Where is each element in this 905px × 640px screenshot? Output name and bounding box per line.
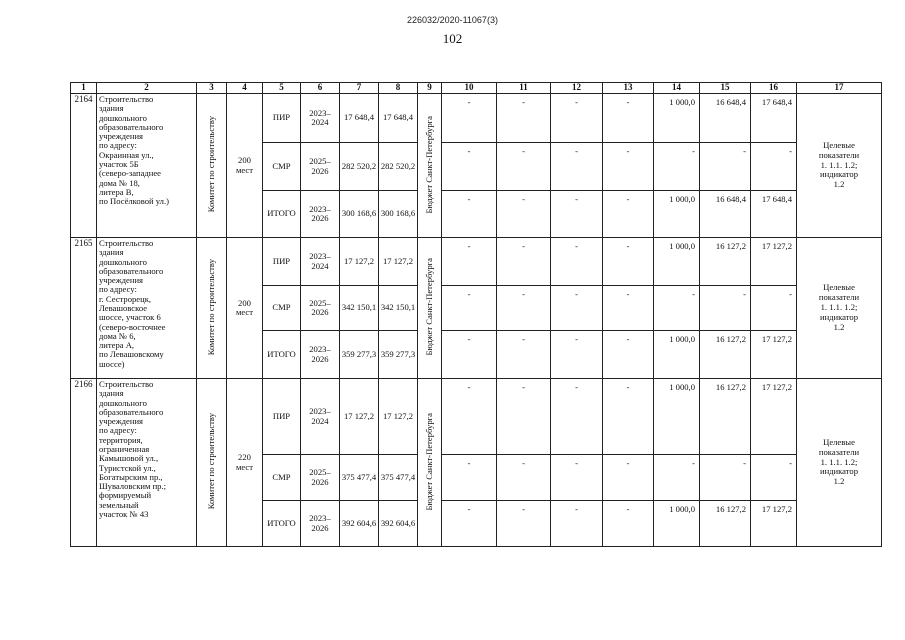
year-value-c10: - bbox=[442, 286, 497, 331]
year-value-c15: - bbox=[700, 143, 751, 191]
stage-period: 2023– 2024 bbox=[301, 94, 340, 143]
capacity: 200 мест bbox=[227, 94, 263, 238]
year-value-c13: - bbox=[603, 331, 654, 379]
budget-cost: 282 520,2 bbox=[379, 143, 418, 191]
year-value-c14: 1 000,0 bbox=[654, 238, 700, 286]
year-value-c13: - bbox=[603, 191, 654, 238]
object-name: Строительство здания дошкольного образовательного учреждения по адресу: территория, ограниченная Камышовой ул., Туристской ул., Богатырским пр., Шуваловским пр.; формируемый земельный участок № 43 bbox=[97, 379, 197, 547]
total-cost: 342 150,1 bbox=[340, 286, 379, 331]
year-value-c11: - bbox=[497, 94, 551, 143]
object-name: Строительство здания дошкольного образовательного учреждения по адресу: г. Сестрорецк, Левашовское шоссе, участок 6 (северо-восточнее дома № 6, литера А, по Левашовскому шоссе) bbox=[97, 238, 197, 379]
year-value-c10: - bbox=[442, 501, 497, 547]
col-number-17: 17 bbox=[797, 83, 882, 94]
year-value-c14: - bbox=[654, 143, 700, 191]
stage-type: ИТОГО bbox=[263, 331, 301, 379]
stage-type: ПИР bbox=[263, 238, 301, 286]
budget-cost: 392 604,6 bbox=[379, 501, 418, 547]
total-cost: 17 127,2 bbox=[340, 379, 379, 455]
year-value-c16: 17 127,2 bbox=[751, 331, 797, 379]
stage-period: 2025– 2026 bbox=[301, 286, 340, 331]
year-value-c15: 16 127,2 bbox=[700, 238, 751, 286]
table-row bbox=[71, 94, 882, 143]
customer-cell bbox=[197, 94, 227, 238]
program-table bbox=[70, 82, 882, 547]
total-cost: 375 477,4 bbox=[340, 455, 379, 501]
budget-cost: 342 150,1 bbox=[379, 286, 418, 331]
year-value-c12: - bbox=[551, 191, 603, 238]
year-value-c16: 17 648,4 bbox=[751, 94, 797, 143]
year-value-c13: - bbox=[603, 238, 654, 286]
year-value-c15: - bbox=[700, 286, 751, 331]
stage-type: ИТОГО bbox=[263, 501, 301, 547]
stage-type: ПИР bbox=[263, 379, 301, 455]
year-value-c11: - bbox=[497, 455, 551, 501]
stage-period: 2023– 2024 bbox=[301, 238, 340, 286]
col-number-16: 16 bbox=[751, 83, 797, 94]
col-number-10: 10 bbox=[442, 83, 497, 94]
table-row bbox=[71, 379, 882, 455]
col-number-15: 15 bbox=[700, 83, 751, 94]
row-number: 2165 bbox=[71, 238, 97, 379]
row-number: 2166 bbox=[71, 379, 97, 547]
year-value-c12: - bbox=[551, 379, 603, 455]
year-value-c15: 16 127,2 bbox=[700, 331, 751, 379]
total-cost: 17 127,2 bbox=[340, 238, 379, 286]
year-value-c16: 17 648,4 bbox=[751, 191, 797, 238]
year-value-c13: - bbox=[603, 501, 654, 547]
funding-source-label: Бюджет Санкт-Петербурга bbox=[423, 258, 434, 356]
column-number-row bbox=[71, 83, 882, 94]
customer-label: Комитет по строительству bbox=[205, 413, 216, 510]
year-value-c10: - bbox=[442, 143, 497, 191]
year-value-c11: - bbox=[497, 331, 551, 379]
page-number: 102 bbox=[442, 31, 463, 46]
capacity: 200 мест bbox=[227, 238, 263, 379]
year-value-c12: - bbox=[551, 238, 603, 286]
year-value-c12: - bbox=[551, 331, 603, 379]
year-value-c11: - bbox=[497, 191, 551, 238]
year-value-c12: - bbox=[551, 143, 603, 191]
year-value-c14: 1 000,0 bbox=[654, 501, 700, 547]
year-value-c16: 17 127,2 bbox=[751, 379, 797, 455]
budget-cost: 17 127,2 bbox=[379, 379, 418, 455]
year-value-c16: 17 127,2 bbox=[751, 501, 797, 547]
col-number-8: 8 bbox=[379, 83, 418, 94]
year-value-c14: 1 000,0 bbox=[654, 191, 700, 238]
year-value-c13: - bbox=[603, 455, 654, 501]
object-name: Строительство здания дошкольного образовательного учреждения по адресу: Окраинная ул., участок 5Б (северо-западнее дома № 18, литера В, по Посёлковой ул.) bbox=[97, 94, 197, 238]
funding-source-label: Бюджет Санкт-Петербурга bbox=[423, 115, 434, 214]
capacity: 220 мест bbox=[227, 379, 263, 547]
stage-type: СМР bbox=[263, 455, 301, 501]
total-cost: 300 168,6 bbox=[340, 191, 379, 238]
stage-period: 2023– 2026 bbox=[301, 331, 340, 379]
year-value-c10: - bbox=[442, 238, 497, 286]
year-value-c14: 1 000,0 bbox=[654, 94, 700, 143]
customer-cell bbox=[197, 238, 227, 379]
col-number-14: 14 bbox=[654, 83, 700, 94]
stage-type: ПИР bbox=[263, 94, 301, 143]
customer-label: Комитет по строительству bbox=[205, 116, 216, 213]
year-value-c14: 1 000,0 bbox=[654, 379, 700, 455]
row-number: 2164 bbox=[71, 94, 97, 238]
budget-cost: 17 648,4 bbox=[379, 94, 418, 143]
year-value-c10: - bbox=[442, 455, 497, 501]
year-value-c11: - bbox=[497, 286, 551, 331]
year-value-c10: - bbox=[442, 94, 497, 143]
col-number-6: 6 bbox=[301, 83, 340, 94]
year-value-c13: - bbox=[603, 94, 654, 143]
col-number-5: 5 bbox=[263, 83, 301, 94]
year-value-c12: - bbox=[551, 501, 603, 547]
customer-cell bbox=[197, 379, 227, 547]
funding-source-cell bbox=[418, 238, 442, 379]
year-value-c12: - bbox=[551, 286, 603, 331]
funding-source-cell bbox=[418, 379, 442, 547]
total-cost: 282 520,2 bbox=[340, 143, 379, 191]
year-value-c16: - bbox=[751, 143, 797, 191]
col-number-1: 1 bbox=[71, 83, 97, 94]
col-number-4: 4 bbox=[227, 83, 263, 94]
year-value-c14: 1 000,0 bbox=[654, 331, 700, 379]
funding-source-cell bbox=[418, 94, 442, 238]
year-value-c10: - bbox=[442, 379, 497, 455]
budget-cost: 17 127,2 bbox=[379, 238, 418, 286]
year-value-c16: - bbox=[751, 286, 797, 331]
year-value-c13: - bbox=[603, 143, 654, 191]
year-value-c10: - bbox=[442, 191, 497, 238]
col-number-3: 3 bbox=[197, 83, 227, 94]
document-number: 226032/2020-11067(3) bbox=[407, 15, 498, 25]
funding-source-label: Бюджет Санкт-Петербурга bbox=[423, 412, 434, 511]
year-value-c10: - bbox=[442, 331, 497, 379]
table-row bbox=[71, 238, 882, 286]
budget-cost: 375 477,4 bbox=[379, 455, 418, 501]
col-number-9: 9 bbox=[418, 83, 442, 94]
stage-type: СМР bbox=[263, 286, 301, 331]
total-cost: 359 277,3 bbox=[340, 331, 379, 379]
total-cost: 392 604,6 bbox=[340, 501, 379, 547]
col-number-13: 13 bbox=[603, 83, 654, 94]
stage-type: ИТОГО bbox=[263, 191, 301, 238]
target-indicators: Целевые показатели 1. 1.1. 1.2; индикатор 1.2 bbox=[797, 94, 882, 238]
target-indicators: Целевые показатели 1. 1.1. 1.2; индикатор 1.2 bbox=[797, 379, 882, 547]
total-cost: 17 648,4 bbox=[340, 94, 379, 143]
year-value-c14: - bbox=[654, 286, 700, 331]
year-value-c16: - bbox=[751, 455, 797, 501]
stage-period: 2023– 2024 bbox=[301, 379, 340, 455]
stage-type: СМР bbox=[263, 143, 301, 191]
stage-period: 2025– 2026 bbox=[301, 143, 340, 191]
year-value-c15: 16 648,4 bbox=[700, 94, 751, 143]
target-indicators: Целевые показатели 1. 1.1. 1.2; индикатор 1.2 bbox=[797, 238, 882, 379]
year-value-c11: - bbox=[497, 143, 551, 191]
col-number-2: 2 bbox=[97, 83, 197, 94]
budget-cost: 300 168,6 bbox=[379, 191, 418, 238]
stage-period: 2023– 2026 bbox=[301, 191, 340, 238]
stage-period: 2023– 2026 bbox=[301, 501, 340, 547]
year-value-c12: - bbox=[551, 455, 603, 501]
year-value-c15: - bbox=[700, 455, 751, 501]
year-value-c15: 16 648,4 bbox=[700, 191, 751, 238]
year-value-c13: - bbox=[603, 379, 654, 455]
year-value-c15: 16 127,2 bbox=[700, 501, 751, 547]
year-value-c11: - bbox=[497, 379, 551, 455]
year-value-c13: - bbox=[603, 286, 654, 331]
budget-cost: 359 277,3 bbox=[379, 331, 418, 379]
year-value-c11: - bbox=[497, 238, 551, 286]
col-number-11: 11 bbox=[497, 83, 551, 94]
year-value-c12: - bbox=[551, 94, 603, 143]
customer-label: Комитет по строительству bbox=[205, 258, 216, 355]
col-number-12: 12 bbox=[551, 83, 603, 94]
year-value-c16: 17 127,2 bbox=[751, 238, 797, 286]
col-number-7: 7 bbox=[340, 83, 379, 94]
stage-period: 2025– 2026 bbox=[301, 455, 340, 501]
year-value-c15: 16 127,2 bbox=[700, 379, 751, 455]
year-value-c14: - bbox=[654, 455, 700, 501]
year-value-c11: - bbox=[497, 501, 551, 547]
